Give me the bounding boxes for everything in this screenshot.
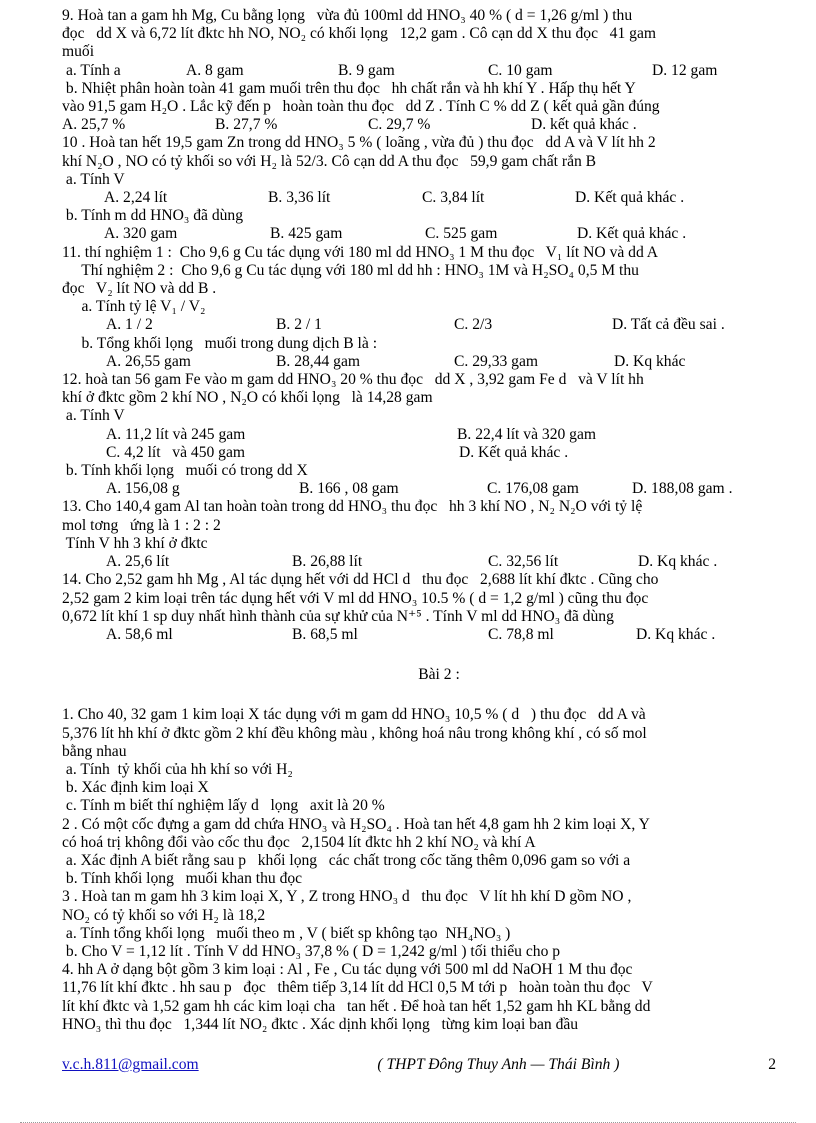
option-b: B. 425 gam (270, 225, 343, 243)
option-a: A. 25,7 % (62, 116, 126, 134)
question-label: Tính V hh 3 khí ở đktc (62, 534, 208, 552)
option-a: A. 320 gam (104, 225, 178, 243)
option-d: D. Kết quả khác . (575, 189, 685, 207)
option-a: A. 1 / 2 (106, 316, 153, 334)
problem-text: 11,76 lít khí đktc . hh sau p đọc thêm tiếp 3,14 lít dd HCl 0,5 M tới p hoàn toàn thu đọc V (62, 979, 653, 997)
problem-text: bằng nhau (62, 742, 127, 760)
option-c: C. 29,33 gam (454, 352, 539, 370)
answer-options (62, 116, 776, 134)
option-b: B. 9 gam (338, 61, 395, 79)
page-number: 2 (768, 1056, 776, 1073)
option-b: B. 28,44 gam (276, 352, 361, 370)
question-label: b. Tính m dd HNO₃ đã dùng (62, 207, 244, 225)
problem-text: lít khí đktc và 1,52 gam hh các kim loại cha tan hết . Để hoà tan hết 1,52 gam hh KL bằng dd (62, 997, 651, 1015)
option-c: C. 176,08 gam (487, 480, 579, 498)
problem-text: đọc dd X và 6,72 lít đktc hh NO, NO₂ có khối lọng 12,2 gam . Cô cạn dd X thu đọc 41 gam (62, 25, 657, 43)
question-label: a. Tính tổng khối lọng muối theo m , V ( biết sp không tạo NH₄NO₃ ) (62, 924, 511, 942)
exercise-1 (62, 706, 776, 815)
problem-text: 0,672 lít khí 1 sp duy nhất hình thành của sự khử của N⁺⁵ . Tính V ml dd HNO₃ đã dùng (62, 607, 614, 625)
problem-text: muối (62, 43, 95, 61)
problem-text: 13. Cho 140,4 gam Al tan hoàn toàn trong dd HNO₃ thu đọc hh 3 khí NO , N₂ N₂O với tỷ lệ (62, 498, 643, 516)
problem-text: 4. hh A ở dạng bột gồm 3 kim loại : Al , Fe , Cu tác dụng với 500 ml dd NaOH 1 M thu đọc (62, 961, 633, 979)
problem-text: 14. Cho 2,52 gam hh Mg , Al tác dụng hết với dd HCl d thu đọc 2,688 lít khí đktc . Cũng cho (62, 571, 659, 589)
option-c: C. 78,8 ml (488, 625, 554, 643)
problem-text: 2 . Có một cốc đựng a gam dd chứa HNO₃ và H₂SO₄ . Hoà tan hết 4,8 gam hh 2 kim loại X, Y (62, 815, 650, 833)
problem-text: HNO₃ thì thu đọc 1,344 lít NO₂ đktc . Xác dịnh khối lọng từng kim loại ban đầu (62, 1015, 579, 1033)
exercise-2 (62, 816, 776, 889)
option-a: A. 8 gam (186, 61, 244, 79)
question-label: a. Tính V (62, 407, 125, 425)
option-d: D. kết quả khác . (531, 116, 637, 134)
problem-text: đọc V₂ lít NO và dd B . (62, 280, 217, 298)
answer-options (62, 225, 776, 243)
answer-options (62, 444, 776, 462)
option-c: C. 29,7 % (368, 116, 431, 134)
question-label: b. Tính khối lọng muối khan thu đọc (62, 870, 303, 888)
option-a: A. 2,24 lít (104, 189, 168, 207)
problem-text: 2,52 gam 2 kim loại trên tác dụng hết với V ml dd HNO₃ 10.5 % ( d = 1,2 g/ml ) cũng thu đọc (62, 589, 649, 607)
problem-13 (62, 498, 776, 571)
problem-text: 12. hoà tan 56 gam Fe vào m gam dd HNO₃ 20 % thu đọc dd X , 3,92 gam Fe d và V lít hh (62, 371, 644, 389)
question-label: a. Tính tỷ lệ V₁ / V₂ (62, 298, 206, 316)
option-c: C. 525 gam (425, 225, 498, 243)
section-heading: Bài 2 : (418, 666, 460, 684)
problem-text: b. Nhiệt phân hoàn toàn 41 gam muối trên thu đọc hh chất rắn và hh khí Y . Hấp thụ hết Y (62, 79, 636, 97)
option-a: A. 25,6 lít (106, 553, 170, 571)
problem-10 (62, 134, 776, 243)
option-c: C. 2/3 (454, 316, 493, 334)
question-label: b. Tính khối lọng muối có trong dd X (62, 462, 308, 480)
school-name: ( THPT Đông Thuy Anh — Thái Bình ) (377, 1056, 620, 1073)
option-d: D. Kết quả khác . (577, 225, 687, 243)
answer-options (62, 553, 776, 571)
question-label: a. Tính a (66, 61, 121, 79)
option-b: B. 26,88 lít (292, 553, 363, 571)
option-d: D. Kết quả khác . (459, 443, 569, 461)
answer-options (62, 62, 776, 80)
problem-text: Thí nghiệm 2 : Cho 9,6 g Cu tác dụng với 180 ml dd hh : HNO₃ 1M và H₂SO₄ 0,5 M thu (62, 261, 639, 279)
problem-text: mol tơng ứng là 1 : 2 : 2 (62, 516, 221, 534)
option-c: C. 4,2 lít và 450 gam (106, 443, 246, 461)
option-c: C. 32,56 lít (488, 553, 559, 571)
problem-12 (62, 371, 776, 498)
problem-text: vào 91,5 gam H₂O . Lắc kỹ đến p hoàn toàn thu đọc dd Z . Tính C % dd Z ( kết quả gần đúng (62, 98, 660, 116)
option-c: C. 3,84 lít (422, 189, 485, 207)
problem-text: có hoá trị không đổi vào cốc thu đọc 2,1504 lít đktc hh 2 khí NO₂ và khí A (62, 833, 536, 851)
option-b: B. 3,36 lít (268, 189, 331, 207)
question-label: a. Tính V (62, 170, 125, 188)
exercise-3 (62, 888, 776, 961)
option-a: A. 156,08 g (106, 480, 180, 498)
problem-text: 1. Cho 40, 32 gam 1 kim loại X tác dụng với m gam dd HNO₃ 10,5 % ( d ) thu đọc dd A và (62, 706, 646, 724)
problem-11 (62, 244, 776, 371)
option-a: A. 11,2 lít và 245 gam (106, 425, 246, 443)
option-b: B. 22,4 lít và 320 gam (457, 425, 597, 443)
problem-14 (62, 571, 776, 644)
option-a: A. 58,6 ml (106, 625, 173, 643)
option-b: B. 166 , 08 gam (299, 480, 399, 498)
answer-options (62, 316, 776, 334)
option-d: D. Kq khác (614, 352, 686, 370)
problem-text: 10 . Hoà tan hết 19,5 gam Zn trong dd HNO₃ 5 % ( loãng , vừa đủ ) thu đọc dd A và V lít hh 2 (62, 134, 656, 152)
problem-9 (62, 7, 776, 134)
problem-text: 9. Hoà tan a gam hh Mg, Cu bằng lọng vừa đủ 100ml dd HNO₃ 40 % ( d = 1,26 g/ml ) thu (62, 7, 633, 24)
question-label: c. Tính m biết thí nghiệm lấy d lọng axit là 20 % (62, 797, 385, 815)
question-label: a. Xác định A biết rằng sau p khối lọng các chất trong cốc tăng thêm 0,096 gam so với a (62, 851, 631, 869)
option-b: B. 2 / 1 (276, 316, 322, 334)
problem-text: khí ở đktc gồm 2 khí NO , N₂O có khối lọng là 14,28 gam (62, 389, 433, 407)
page-footer (62, 1056, 776, 1074)
option-d: D. Kq khác . (638, 553, 718, 571)
option-b: B. 68,5 ml (292, 625, 358, 643)
option-d: D. Kq khác . (636, 625, 716, 643)
answer-options (62, 480, 776, 498)
answer-options (62, 189, 776, 207)
option-b: B. 27,7 % (215, 116, 278, 134)
question-label: a. Tính tỷ khối của hh khí so với H₂ (62, 760, 293, 778)
option-c: C. 10 gam (488, 61, 553, 79)
problem-text: 5,376 lít hh khí ở đktc gồm 2 khí đều không màu , không hoá nâu trong không khí , có số mol (62, 724, 647, 742)
problem-text: khí N₂O , NO có tỷ khối so với H₂ là 52/3. Cô cạn dd A thu đọc 59,9 gam chất rắn B (62, 152, 597, 170)
answer-options (62, 353, 776, 371)
question-label: b. Xác định kim loại X (62, 779, 209, 797)
author-email-link[interactable]: v.c.h.811@gmail.com (62, 1056, 199, 1073)
problem-text: NO₂ có tỷ khối so với H₂ là 18,2 (62, 906, 266, 924)
problem-text: 11. thí nghiệm 1 : Cho 9,6 g Cu tác dụng với 180 ml dd HNO₃ 1 M thu đọc V₁ lít NO và dd A (62, 243, 659, 261)
problem-text: 3 . Hoà tan m gam hh 3 kim loại X, Y , Z trong HNO₃ d thu đọc V lít hh khí D gồm NO , (62, 888, 632, 906)
question-label: b. Cho V = 1,12 lít . Tính V dd HNO₃ 37,8 % ( D = 1,242 g/ml ) tối thiểu cho p (62, 942, 561, 960)
question-label: b. Tổng khối lọng muối trong dung dịch B là : (62, 334, 378, 352)
exercise-4 (62, 961, 776, 1034)
option-d: D. 12 gam (652, 61, 718, 79)
option-a: A. 26,55 gam (106, 352, 191, 370)
option-d: D. Tất cả đều sai . (612, 316, 725, 334)
answer-options (62, 626, 776, 644)
answer-options (62, 426, 776, 444)
option-d: D. 188,08 gam . (632, 480, 733, 498)
